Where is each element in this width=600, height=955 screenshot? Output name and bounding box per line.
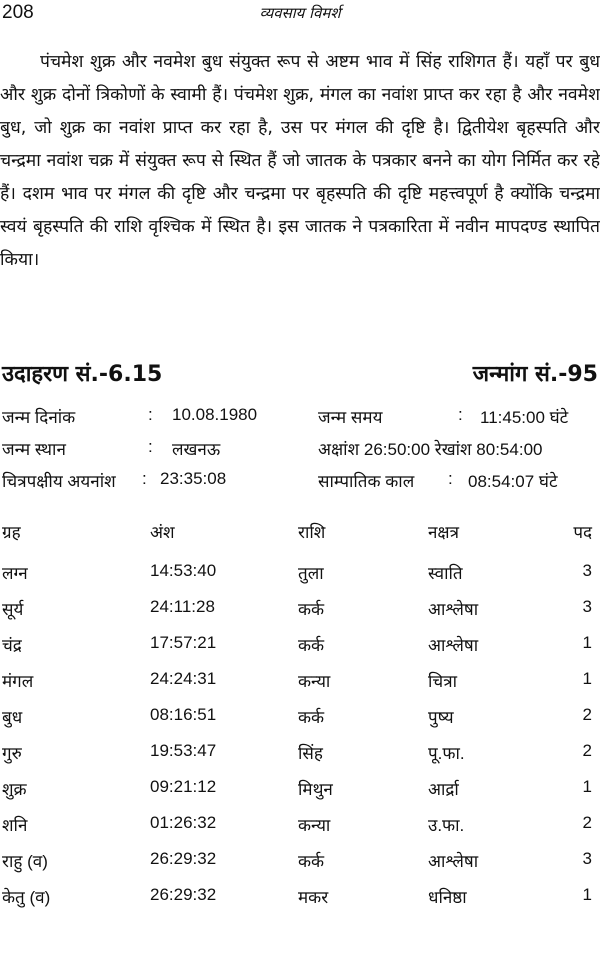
- table-row: [0, 561, 600, 597]
- sign-cell: कर्क: [298, 708, 325, 727]
- pada-cell: 3: [582, 561, 592, 580]
- table-row: [0, 705, 600, 741]
- colon-separator: :: [142, 469, 147, 488]
- planet-cell: राहु (व): [2, 852, 48, 871]
- body-paragraph: [0, 46, 600, 277]
- degree-cell: 26:29:32: [150, 849, 217, 868]
- sign-cell: तुला: [298, 564, 324, 583]
- sign-cell: कन्या: [298, 672, 331, 691]
- sign-cell: कन्या: [298, 816, 331, 835]
- degree-cell: 24:11:28: [150, 597, 215, 616]
- column-header-pada: पद: [573, 523, 592, 542]
- planet-cell: शनि: [2, 816, 28, 835]
- nakshatra-cell: स्वाति: [428, 564, 463, 583]
- birth-place-value: लखनऊ: [172, 440, 221, 459]
- latitude-longitude: अक्षांश 26:50:00 रेखांश 80:54:00: [318, 440, 543, 459]
- table-row: [0, 813, 600, 849]
- planet-cell: सूर्य: [2, 600, 24, 619]
- table-row: [0, 741, 600, 777]
- table-row: [0, 885, 600, 921]
- degree-cell: 09:21:12: [150, 777, 217, 796]
- column-header-sign: राशि: [298, 523, 326, 542]
- nakshatra-cell: पुष्य: [428, 708, 454, 727]
- nakshatra-cell: धनिष्ठा: [428, 888, 467, 907]
- table-row: [0, 849, 600, 885]
- table-header-row: [0, 520, 600, 561]
- sign-cell: मकर: [298, 888, 329, 907]
- degree-cell: 26:29:32: [150, 885, 217, 904]
- pada-cell: 3: [582, 849, 592, 868]
- paragraph-text: पंचमेश शुक्र और नवमेश बुध संयुक्त रूप से अष्टम भाव में सिंह राशिगत हैं। यहाँ पर बुध और शुक्र दोनों त्रिकोणों के स्वामी हैं। पंचमेश शुक्र, मंगल का नवांश प्राप्त कर रहा है और नवमेश बुध, जो शुक्र का नवांश प्राप्त कर रहा है, उस पर मंगल की दृष्टि है। द्वितीयेश बृहस्पति और चन्द्रमा नवांश चक्र में संयुक्त रूप से स्थित हैं जो जातक के पत्रकार बनने का योग निर्मित कर रहे हैं। दशम भाव पर मंगल की दृष्टि और चन्द्रमा पर बृहस्पति की दृष्टि महत्त्वपूर्ण है क्योंकि चन्द्रमा स्वयं बृहस्पति की राशि वृश्चिक में स्थित है। इस जातक ने पत्रकारिता में नवीन मापदण्ड स्थापित किया।: [0, 52, 600, 270]
- birth-details-row-1: [2, 405, 600, 437]
- nakshatra-cell: उ.फा.: [428, 816, 465, 835]
- planet-cell: केतु (व): [2, 888, 51, 907]
- pada-cell: 1: [582, 669, 592, 688]
- chart-number-heading: जन्मांग सं.-95: [472, 362, 598, 387]
- birth-time-label: जन्म समय: [318, 408, 383, 427]
- table-row: [0, 777, 600, 813]
- example-heading: उदाहरण सं.-6.15: [2, 362, 163, 387]
- sign-cell: मिथुन: [298, 780, 333, 799]
- pada-cell: 1: [582, 633, 592, 652]
- sidereal-time-value: 08:54:07 घंटे: [468, 472, 558, 491]
- degree-cell: 19:53:47: [150, 741, 217, 760]
- sidereal-time-label: साम्पातिक काल: [318, 472, 415, 491]
- planet-cell: बुध: [2, 708, 23, 727]
- ayanamsha-label: चित्रपक्षीय अयनांश: [2, 472, 116, 491]
- degree-cell: 08:16:51: [150, 705, 217, 724]
- birth-details-row-2: [2, 437, 600, 469]
- degree-cell: 14:53:40: [150, 561, 217, 580]
- colon-separator: :: [148, 405, 153, 424]
- pada-cell: 3: [582, 597, 592, 616]
- sign-cell: कर्क: [298, 852, 325, 871]
- nakshatra-cell: पू.फा.: [428, 744, 465, 763]
- nakshatra-cell: चित्रा: [428, 672, 457, 691]
- birth-time-value: 11:45:00 घंटे: [480, 408, 569, 427]
- table-row: [0, 597, 600, 633]
- running-title: व्यवसाय विमर्श: [259, 4, 341, 22]
- pada-cell: 1: [582, 777, 592, 796]
- planet-cell: चंद्र: [2, 636, 22, 655]
- table-row: [0, 669, 600, 705]
- column-header-planet: ग्रह: [2, 523, 21, 542]
- page-number: 208: [2, 2, 34, 23]
- column-header-degree: अंश: [150, 523, 175, 542]
- planet-cell: गुरु: [2, 744, 22, 763]
- table-row: [0, 633, 600, 669]
- degree-cell: 24:24:31: [150, 669, 217, 688]
- colon-separator: :: [448, 469, 453, 488]
- sign-cell: सिंह: [298, 744, 323, 763]
- nakshatra-cell: आर्द्रा: [428, 780, 459, 799]
- pada-cell: 2: [582, 705, 592, 724]
- degree-cell: 01:26:32: [150, 813, 217, 832]
- pada-cell: 2: [582, 813, 592, 832]
- degree-cell: 17:57:21: [150, 633, 217, 652]
- planet-cell: शुक्र: [2, 780, 27, 799]
- birth-date-label: जन्म दिनांक: [2, 408, 76, 427]
- birth-details-row-3: [2, 469, 600, 501]
- sign-cell: कर्क: [298, 636, 325, 655]
- birth-place-label: जन्म स्थान: [2, 440, 66, 459]
- column-header-nakshatra: नक्षत्र: [428, 523, 460, 542]
- sign-cell: कर्क: [298, 600, 325, 619]
- planet-cell: लग्न: [2, 564, 28, 583]
- ayanamsha-value: 23:35:08: [160, 469, 227, 488]
- colon-separator: :: [458, 405, 463, 424]
- nakshatra-cell: आश्लेषा: [428, 600, 479, 619]
- nakshatra-cell: आश्लेषा: [428, 852, 479, 871]
- nakshatra-cell: आश्लेषा: [428, 636, 479, 655]
- pada-cell: 1: [582, 885, 592, 904]
- planet-cell: मंगल: [2, 672, 34, 691]
- pada-cell: 2: [582, 741, 592, 760]
- colon-separator: :: [148, 437, 153, 456]
- birth-date-value: 10.08.1980: [172, 405, 258, 424]
- planet-position-table: [0, 520, 600, 921]
- page-header: [0, 2, 600, 28]
